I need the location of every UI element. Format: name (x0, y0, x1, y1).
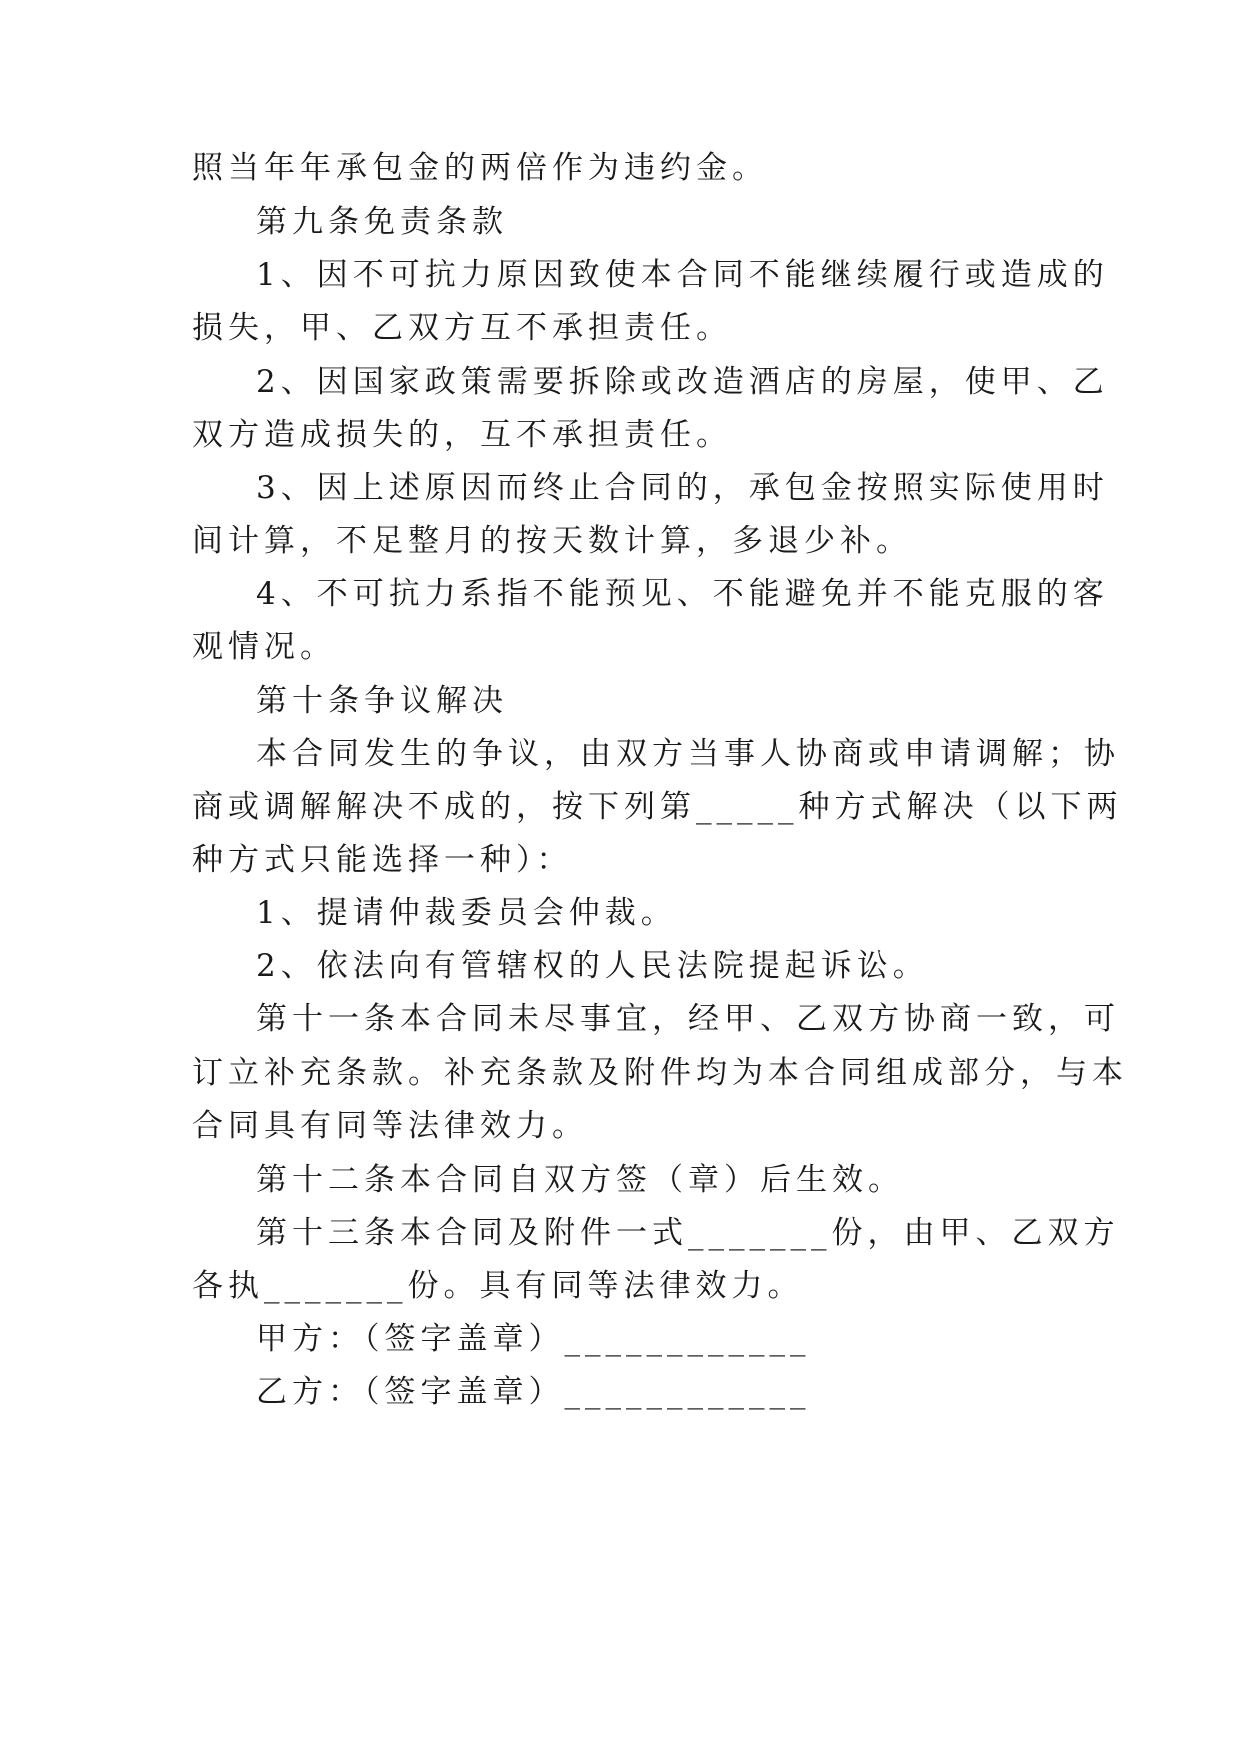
text-line: 种方式只能选择一种）： (192, 842, 573, 878)
text-line: 订立补充条款。补充条款及附件均为本合同组成部分，与本 (192, 1055, 1128, 1091)
text-line: 第十三条本合同及附件一式_______份，由甲、乙双方 (256, 1215, 1120, 1251)
text-line: 双方造成损失的，互不承担责任。 (192, 417, 732, 453)
text-line: 观情况。 (192, 629, 336, 665)
section-heading: 第九条免责条款 (256, 204, 508, 240)
text-line: 损失，甲、乙双方互不承担责任。 (192, 310, 732, 346)
text-line: 合同具有同等法律效力。 (192, 1108, 588, 1144)
text-line: 4、不可抗力系指不能预见、不能避免并不能克服的客 (256, 576, 1109, 612)
text-line: 3、因上述原因而终止合同的，承包金按照实际使用时 (256, 470, 1109, 506)
text-line: 1、提请仲裁委员会仲裁。 (256, 895, 677, 931)
text-line: 第十一条本合同未尽事宜，经甲、乙双方协商一致，可 (256, 1001, 1120, 1037)
text-line: 2、因国家政策需要拆除或改造酒店的房屋，使甲、乙 (256, 364, 1109, 400)
signature-line-party-a: 甲方：（签字盖章）____________ (256, 1321, 811, 1357)
signature-line-party-b: 乙方：（签字盖章）____________ (256, 1374, 811, 1410)
section-heading: 第十条争议解决 (256, 683, 508, 719)
text-line: 间计算，不足整月的按天数计算，多退少补。 (192, 523, 912, 559)
text-line: 商或调解解决不成的，按下列第_____种方式解决（以下两 (192, 789, 1123, 825)
text-line: 1、因不可抗力原因致使本合同不能继续履行或造成的 (256, 257, 1109, 293)
text-line: 照当年年承包金的两倍作为违约金。 (192, 150, 768, 186)
text-line: 2、依法向有管辖权的人民法院提起诉讼。 (256, 948, 929, 984)
text-line: 各执_______份。具有同等法律效力。 (192, 1268, 804, 1304)
text-line: 本合同发生的争议，由双方当事人协商或申请调解；协 (256, 736, 1120, 772)
text-line: 第十二条本合同自双方签（章）后生效。 (256, 1162, 904, 1198)
